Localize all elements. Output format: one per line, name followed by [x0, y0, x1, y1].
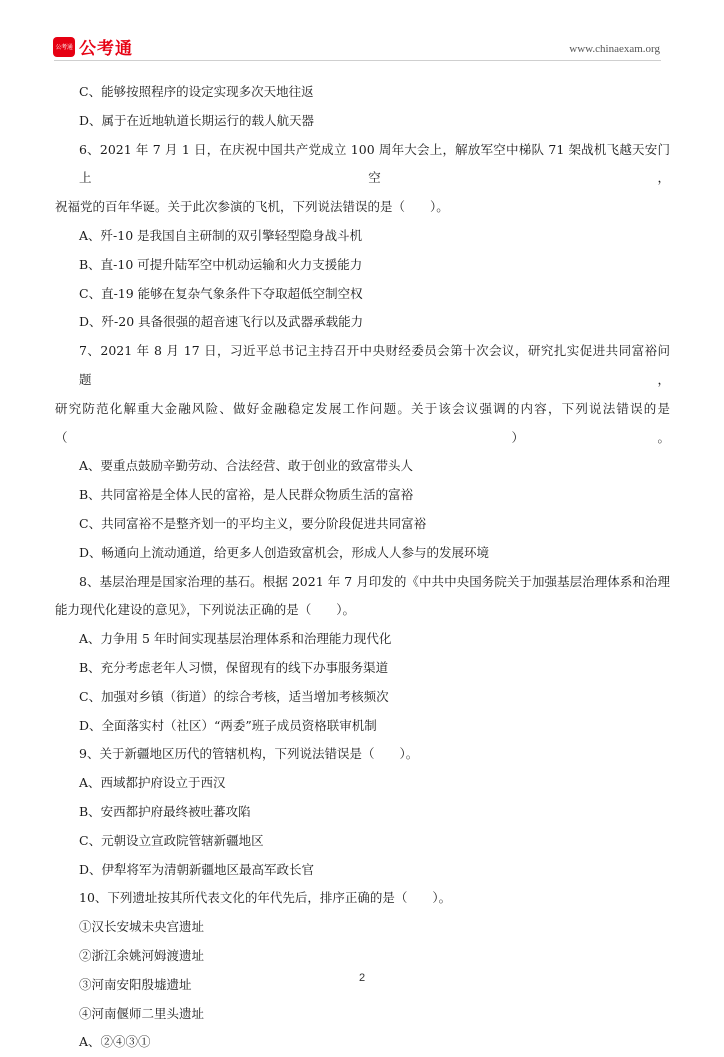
text-line: A、歼-10 是我国自主研制的双引擎轻型隐身战斗机 — [79, 227, 363, 243]
text-line: C、直-19 能够在复杂气象条件下夺取超低空制空权 — [79, 285, 363, 301]
text-line: A、力争用 5 年时间实现基层治理体系和治理能力现代化 — [79, 631, 392, 647]
text-line: 7、2021 年 8 月 17 日，习近平总书记主持召开中央财经委员会第十次会议，研究扎实促进共同富裕问题， — [79, 343, 670, 387]
document-body — [55, 78, 670, 1057]
text-line: 祝福党的百年华诞。关于此次参演的飞机，下列说法错误的是（ ）。 — [55, 199, 449, 215]
text-line: 研究防范化解重大金融风险、做好金融稳定发展工作问题。关于该会议强调的内容，下列说法错误的是（ ）。 — [55, 400, 670, 445]
text-line: A、西域都护府设立于西汉 — [79, 775, 226, 791]
text-line: ③河南安阳殷墟遗址 — [79, 976, 192, 992]
text-line: 8、基层治理是国家治理的基石。根据 2021 年 7 月印发的《中共中央国务院关于加强基层治理体系和治理 — [79, 573, 670, 589]
text-line: D、全面落实村（社区）“两委”班子成员资格联审机制 — [79, 717, 377, 733]
header-divider — [54, 60, 661, 61]
text-line: D、伊犁将军为清朝新疆地区最高军政长官 — [79, 861, 315, 877]
text-line: C、共同富裕不是整齐划一的平均主义，要分阶段促进共同富裕 — [79, 515, 427, 531]
text-line: A、②④③① — [79, 1034, 151, 1050]
brand-logo[interactable] — [53, 34, 133, 59]
text-line: D、属于在近地轨道长期运行的载人航天器 — [79, 112, 315, 128]
text-line: 能力现代化建设的意见》，下列说法正确的是（ ）。 — [55, 602, 356, 618]
text-line: ④河南偃师二里头遗址 — [79, 1005, 205, 1021]
text-line: 9、关于新疆地区历代的管辖机构，下列说法错误是（ ）。 — [79, 746, 419, 762]
text-line: D、畅通向上流动通道，给更多人创造致富机会，形成人人参与的发展环境 — [79, 544, 490, 560]
text-line: ②浙江余姚河姆渡遗址 — [79, 947, 205, 963]
site-url[interactable]: www.chinaexam.org — [569, 43, 660, 55]
logo-badge-icon: 公考通 — [53, 37, 75, 57]
page-header — [0, 0, 724, 62]
text-line: B、安西都护府最终被吐蕃攻陷 — [79, 803, 251, 819]
text-line: C、加强对乡镇（街道）的综合考核，适当增加考核频次 — [79, 688, 389, 704]
text-line: A、要重点鼓励辛勤劳动、合法经营、敢于创业的致富带头人 — [79, 458, 414, 474]
text-line: C、能够按照程序的设定实现多次天地往返 — [79, 84, 314, 99]
text-line: ①汉长安城未央宫遗址 — [79, 919, 205, 935]
text-line: C、元朝设立宣政院管辖新疆地区 — [79, 832, 264, 848]
text-line: B、共同富裕是全体人民的富裕，是人民群众物质生活的富裕 — [79, 487, 414, 503]
page-number: 2 — [358, 972, 366, 984]
text-line: D、歼-20 具备很强的超音速飞行以及武器承载能力 — [79, 314, 364, 330]
text-line: 6、2021 年 7 月 1 日，在庆祝中国共产党成立 100 周年大会上，解放军空中梯队 71 架战机飞越天安门上空， — [79, 141, 670, 186]
text-line: 10、下列遗址按其所代表文化的年代先后，排序正确的是（ ）。 — [79, 890, 452, 906]
logo-text: 公考通 — [79, 39, 133, 59]
text-line: B、直-10 可提升陆军空中机动运输和火力支援能力 — [79, 256, 363, 272]
text-line: B、充分考虑老年人习惯，保留现有的线下办事服务渠道 — [79, 659, 389, 675]
